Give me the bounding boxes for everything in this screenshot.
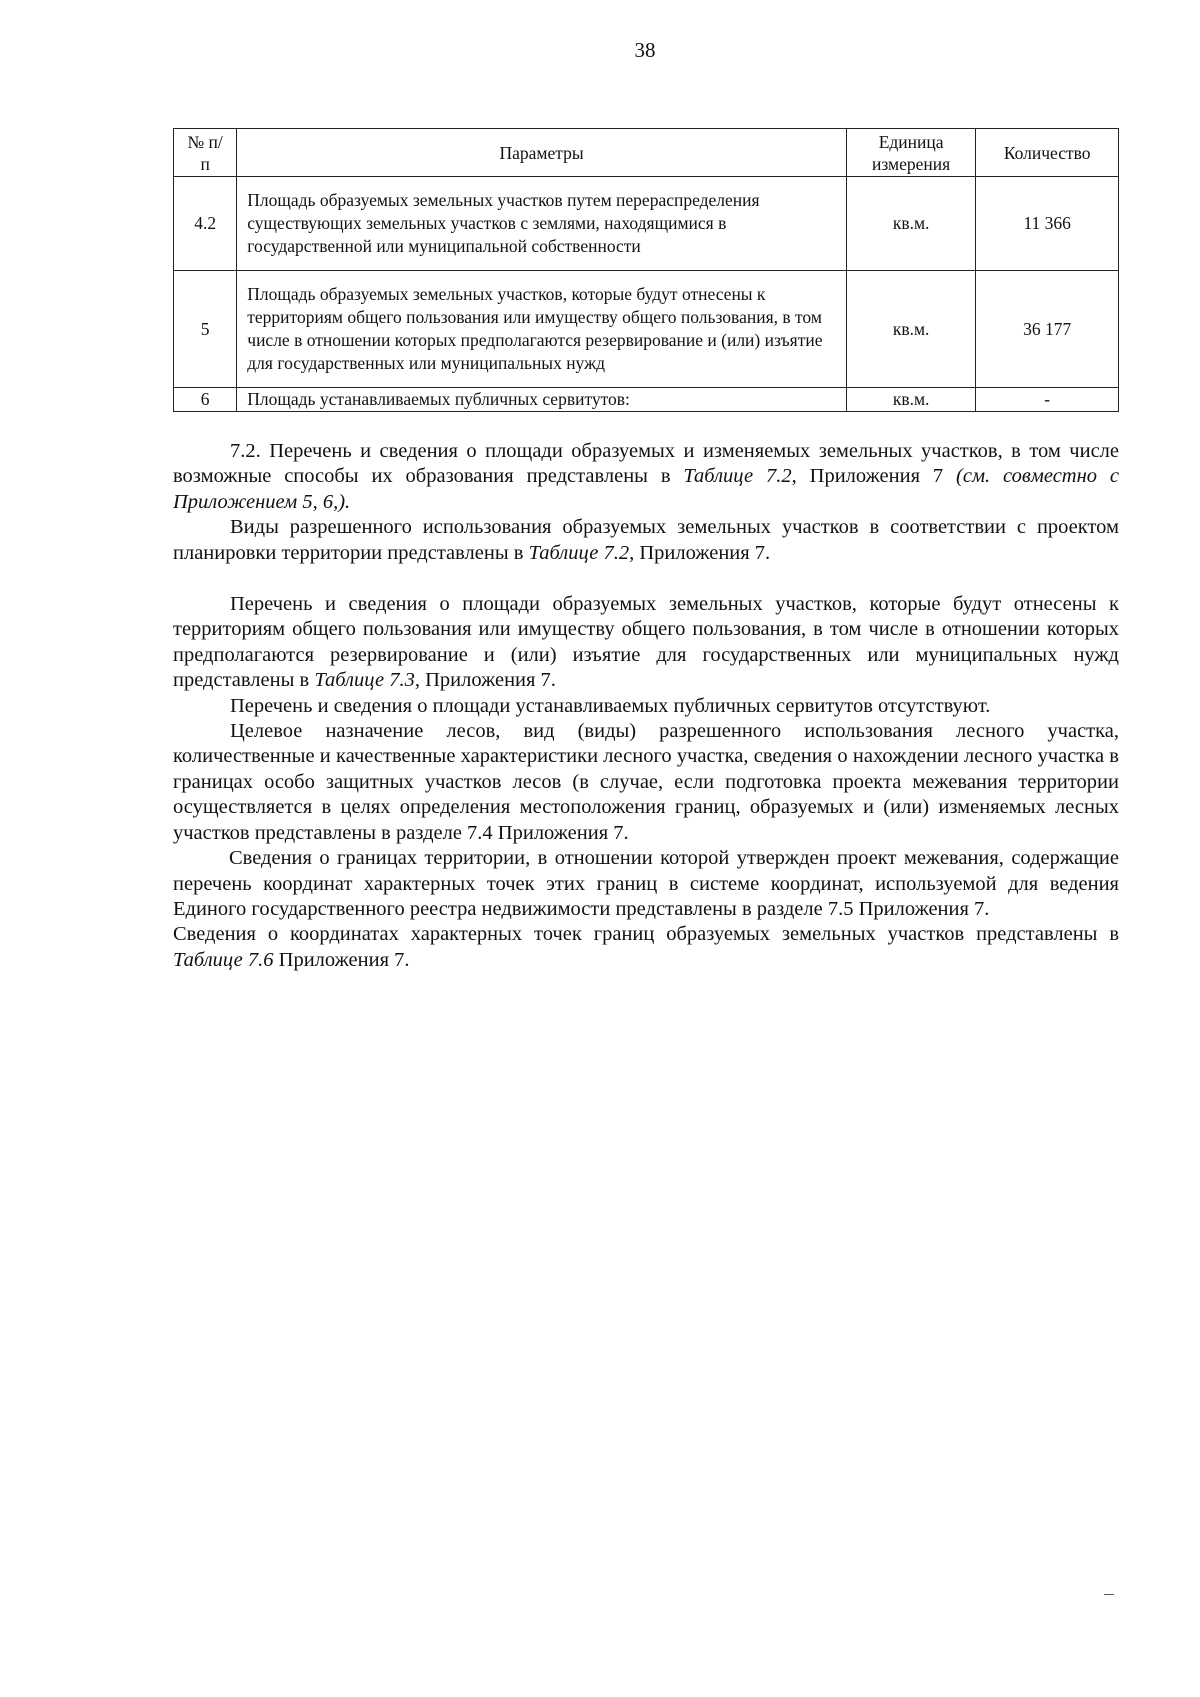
row-param: Площадь устанавливаемых публичных сервитутов: (237, 388, 847, 412)
paragraph-coordinates (173, 922, 1119, 973)
paragraph-boundaries: Сведения о границах территории, в отношении которой утвержден проект межевания, содержащие перечень координат характерных точек этих границ в системе координат, используемой для ведения Единого государственного реестра недвижимости представлены в разделе 7.5 Приложения 7. (173, 847, 1119, 920)
paragraph-text: Приложения 7. (634, 541, 771, 564)
row-qty: 36 177 (976, 271, 1119, 388)
paragraph-text: Виды разрешенного использования образуемых земельных участков в соответствии с проектом планировки территории представлены в (173, 516, 1119, 564)
page-number: 38 (634, 38, 656, 62)
row-param: Площадь образуемых земельных участков, которые будут отнесены к территориям общего пользования или имуществу общего пользования, в том числе в отношении которых предполагаются резервирование и (или) изъятие для государственных или муниципальных нужд (237, 271, 847, 388)
paragraph-7-2 (173, 439, 1119, 515)
row-qty: - (976, 388, 1119, 412)
appendix-reference: (см. совместно с Приложением 5, 6,). (173, 465, 1119, 513)
paragraph-forests: Целевое назначение лесов, вид (виды) разрешенного использования лесного участка, количественные и качественные характеристики лесного участка, сведения о нахождении лесного участка в границах особо защитных участков лесов (в случае, если подготовка проекта межевания территории осуществляется в целях определения местоположения границ, образуемых и (или) изменяемых лесных участков представлены в разделе 7.4 Приложения 7. (173, 720, 1119, 844)
table-row (174, 388, 1119, 412)
table-reference: Таблице 7.2, (528, 541, 635, 564)
paragraph-public-territories (173, 592, 1119, 694)
row-unit: кв.м. (846, 388, 976, 412)
header-qty: Количество (976, 129, 1119, 177)
table-reference: Таблице 7.2 (683, 465, 792, 488)
header-param: Параметры (237, 129, 847, 177)
row-qty: 11 366 (976, 177, 1119, 271)
header-num: № п/п (174, 129, 237, 177)
row-num: 4.2 (174, 177, 237, 271)
row-num: 6 (174, 388, 237, 412)
row-num: 5 (174, 271, 237, 388)
paragraph-text: Приложения 7. (273, 948, 410, 971)
header-unit: Единица измерения (846, 129, 976, 177)
paragraph-text: , Приложения 7 (791, 465, 957, 488)
table-reference: Таблице 7.3 (314, 669, 415, 692)
paragraph-text: Перечень и сведения о площади образуемых земельных участков, которые будут отнесены к территориям общего пользования или имуществу общего пользования, в том числе в отношении которых предполагаются резервирование и (или) изъятие для государственных или муниципальных нужд представлены в (173, 593, 1119, 692)
body-text (173, 439, 1119, 973)
row-unit: кв.м. (846, 271, 976, 388)
row-unit: кв.м. (846, 177, 976, 271)
paragraph-permitted-use (173, 515, 1119, 566)
table-row (174, 271, 1119, 388)
paragraph-text: 7.2. Перечень и сведения о площади образуемых и изменяемых земельных участков, в том числе возможные способы их образования представлены в (173, 440, 1119, 488)
paragraph-text: Сведения о координатах характерных точек границ образуемых земельных участков представлены в (173, 923, 1119, 946)
table-reference: Таблице 7.6 (173, 948, 274, 971)
parameters-table (173, 128, 1119, 412)
paragraph-servitudes: Перечень и сведения о площади устанавливаемых публичных сервитутов отсутствуют. (230, 694, 991, 717)
row-param: Площадь образуемых земельных участков путем перераспределения существующих земельных участков с землями, находящимися в государственной или муниципальной собственности (237, 177, 847, 271)
table-header-row (174, 129, 1119, 177)
paragraph-text: , Приложения 7. (414, 669, 556, 692)
table-row (174, 177, 1119, 271)
corner-mark (1104, 1594, 1114, 1595)
